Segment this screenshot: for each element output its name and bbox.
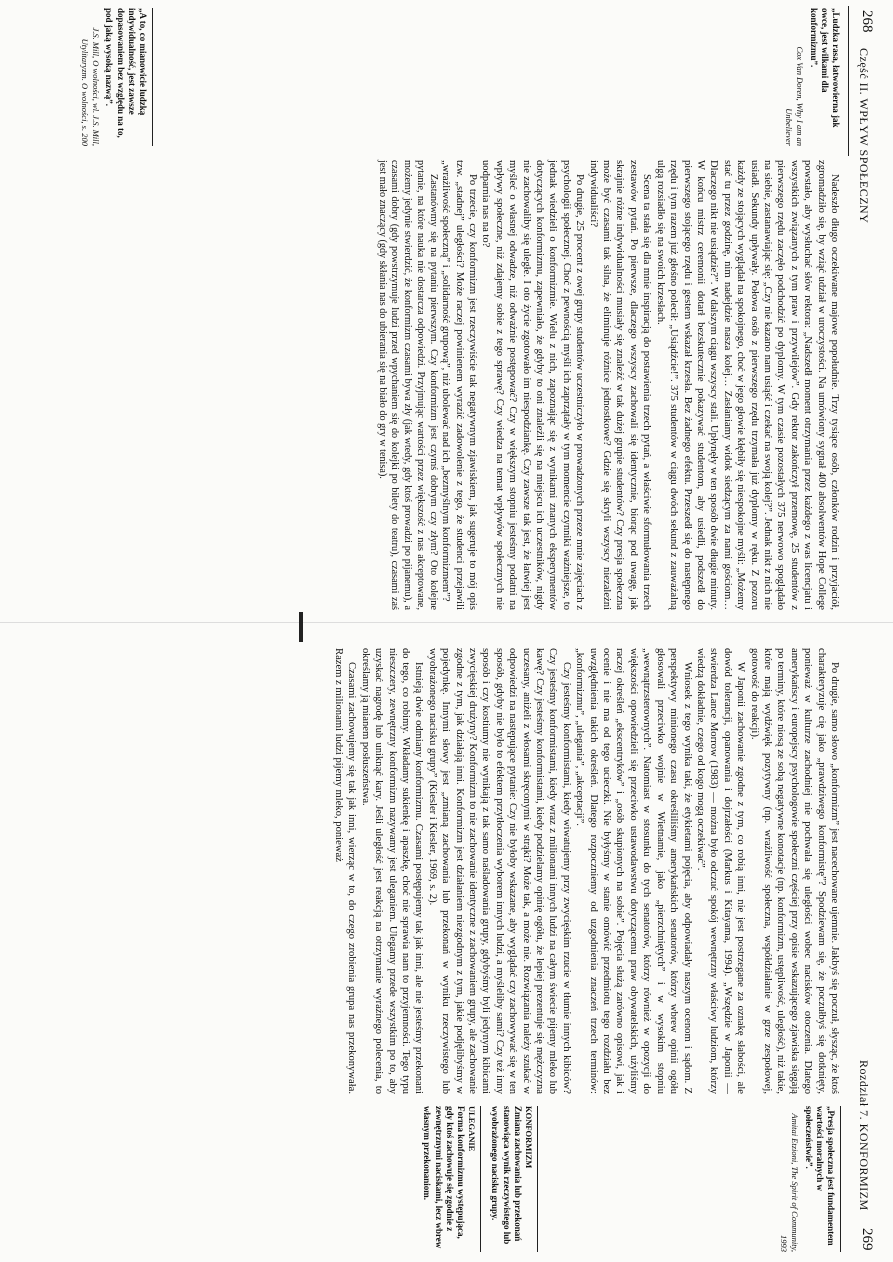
right-page (0, 640, 893, 1262)
sidebar-quote: „Ludzka rasa, łatwowierna jak owce, jest wilkami dla konformizmu”. (808, 8, 841, 128)
definition-body: Zmiana zachowania lub przekonań stanowiąca wynik rzeczywistego lub wyobrażonego nacisku grupy. (490, 1106, 523, 1245)
paragraph: Nadeszło długo oczekiwane majowe popołudnie. Trzy tysiące osób, członków rodzin i przyjaciół, zgromadziło się, by wziąć udział w uroczystości. Na umówiony sygnał 400 absolwentów Hope College powstało, aby wysłuchać słów rektora: „Nadszedł moment otrzymania przez każdego z was licencjatu i wszystkich związanych z tym praw i przywilejów”. Gdy rektor zakończył przemowę, 25 studentów z pierwszego rzędu zaczęło podchodzić po dyplomy. W tym czasie pozostałych 375 nerwowo spoglądało na siebie, zastanawiając się: „Czy nie kazano nam usiąść i czekać na swoją kolej?”. Jednak nikt z nich nie usiadł. Sekundy upływały. Połowa osób z pierwszego rzędu trzymała już dyplomy w ręku. Z pozoru każdy ze stojących wyglądał na spokojnego, choć w jego głowie kłębiły się niespokojne myśli: „Możemy stać tu przez godzinę, nim nadejdzie nasza kolej… Zasłaniamy widok siedzącym za nami gościom… Dlaczego nikt nie usiądzie?”. W dalszym ciągu wszyscy stali. Upłynęły w ten sposób dwie długie minuty. W końcu mistrz ceremonii dotarł bezskutecznie pokazywać studentom, aby usiedli, podszedł do pierwszego stojącego rzędu i gestem wskazał krzesła. Bez żadnego efektu. Przeszedł się do następnego rzędu i tym razem już głośno polecił: „Usiądźcie!”. 375 studentów w ciągu dwóch sekund z zauważalną ulgą rozsiadło się na swoich krzesłach. (654, 160, 840, 610)
sidebar-quote: „Presja społeczna jest fundamentem wartości moralnych w społeczeństwie”. (803, 1106, 836, 1246)
sidebar-quote-block (783, 8, 841, 146)
definition-term: KONFORMIZM (523, 1106, 534, 1169)
definition-term: ULEGANIE (467, 1106, 478, 1152)
paragraph: Czy jesteśmy konformistami, kiedy wiwatujemy przy zwycięskim rzucie w tłumie innych kibiców? Czy jesteśmy konformistami, kiedy wraz z milionami innych ludzi na całym świecie pijemy mleko lub kawę? Czy jesteśmy konformistami, kiedy podzielamy opinię ogółu, że lepiej prezentuje się mężczyzna uczesany, aniżeli z włosami skręconymi w strąki? Może tak, a może nie. Rozwiązania należy szukać w odpowiedzi na następujące pytanie: Czy nie byłoby wskazane, aby wyglądać czy zachowywać się w ten sposób, gdyby nie było to efektem przytłoczenia wyborem innych ludzi, a myśleliby sami? Czy też inny sposób i czy kostiumy nie wynikają z tak samo naśladowania grupy, gdybyśmy byli jedynym kibicami zwycięskiej drużyny? Konformizm to nie zachowanie identyczne z zachowaniem grupy, ale zachowanie zgodne z tym, jak działają inni. Konformizm jest działaniem niezgodnym z tym, jakie podjęlibyśmy w pojedynkę. Innymi słowy jest „zmianą zachowania lub przekonań w wyniku rzeczywistego lub wyobrażonego nacisku grupy” (Kiesler i Kiesler, 1969, s. 2). (426, 648, 572, 1094)
paragraph: W Japonii zachowanie zgodne z tym, co robią inni, nie jest postrzegane za oznakę słabości, ale dowód tolerancji, opanowania i dojrzałości (Markus i Kitayama, 1994). „Wszędzie w Japonii — stwierdza Lance Morrow (1983) — można było odczuć spokój wewnętrzny właściwy ludziom, którzy wiedzą dokładnie, czego od kogo mogą oczekiwać”. (694, 648, 747, 1094)
sidebar-attribution: J.S. Mill, O wolności, wl. J.S. Mill, Utylitaryzm. O wolności, s. 200 (79, 27, 102, 146)
paragraph: Po drugie, samo słowo „konformizm” jest nacechowane ujemnie. Jakbyś się poczuł, słysząc, że ktoś charakteryzuje cię jako „prawdziwego konformistę”? Spodziewam się, że poczułbyś się dotknięty, ponieważ w kulturze zachodniej nie pochwala się uległości wobec nacisków otoczenia. Dlatego amerykańscy i europejscy psychologowie społeczni częściej przy opisie wskazującego zjawiska sięgają po terminy, które niosą ze sobą negatywne konotacje (np. konformizm, ustępliwość, uległość), niż takie, które mają wydźwięk pozytywny (np. wrażliwość społeczna, współdziałanie w grze zespołowej, gotowość do reakcji). (748, 648, 840, 1094)
sidebar-quote: „A to, co mianowicie ludzką indywidualność, jest zawsze dopasowaniem bez względu na to, pod jaką wysoką nazwą”. (104, 8, 148, 138)
main-text-column (332, 648, 841, 1094)
paragraph: Po drugie, 25 procent z owej grupy studentów uczestniczyło w prowadzonych przeze mnie zajęciach z psychologii społecznej. Choć z pewnością myśli ich zaprzątały w tym momencie czynniki ważniejsze, to jednak wiedzieli o konformizmie. Wielu z nich, zapoznając się z wynikami znanych eksperymentów dotyczących konformizmu, zapewniało, że gdyby to oni znaleźli się na miejscu ich uczestników, nigdy nie zachowaliby się uległe. I oto życie zgotowało im niespodziankę. Czy zawsze tak jest, że łatwiej jest myśleć o własnej odwadze, niż odważnie postępować? Czy w większym stopniu jesteśmy podatni na wpływy społeczne, niż zdajemy sobie z tego sprawę? Czy wiedza na temat wpływów społecznych nie uodparnia nas na to? (480, 160, 586, 610)
paragraph: Istnieją dwie odmiany konformizmu. Czasami postępujemy tak jak inni, ale nie jesteśmy przekonani do tego, co robimy. Wkładamy sukienkę i apaszkę, choć nie sprawia nam to przyjemności. Tego typu nieszczery, zewnętrzny konformizm nazywamy jest uleganiem. Ulegamy przede wszystkim po to, aby uzyskać nagrodę lub uniknąć kary. Jeśli uległość jest reakcją na otrzymanie wyraźnego polecenia, to określamy ją mianem posłuszeństwa. (359, 648, 425, 1094)
paragraph: Po trzecie, czy konformizm jest rzeczywiście tak negatywnym zjawiskiem, jak sugeruje to mój opis tzw. „stadnej” uległości? Może raczej powinienem wyrazić zadowolenie z tego, że studenci przejawili „wrażliwość społeczną” i „solidarność grupową”, niż ubolewać nad ich „bezmyślnym konformizmem”? (440, 160, 479, 610)
paragraph: Zastanówmy się na pytaniu pierwszym. Czy konformizm jest czymś dobrym czy złym? Oto kolejne pytanie, na które nauka nie dostarcza odpowiedzi. Przyjmując wartości przez większość z nas akceptowane, możemy jedynie stwierdzić, że konformizm czasami bywa zły (jak wtedy, gdy ktoś prowadzi po pijanemu), a czasami dobry (gdy powstrzymuje ludzi przed wpychaniem się do kolejki po bilety do teatru), czasami zaś jest mało znaczący (gdy skłania nas do ubierania się na biało do gry w tenisa). (376, 160, 439, 610)
binding-mark (299, 612, 303, 642)
page-number: 268 (859, 10, 875, 33)
sidebar-rule (840, 1106, 841, 1252)
paragraph: Wniosek z tego wynika taki, że etykietami pojęcia, aby odpowiadały naszym ocenom i sądom. Z perspektywy minionego czasu określiliśmy amerykańskich senatorów, którzy wbrew opinii ogółu głosowali przeciwko wojnie w Wietnamie, jako „pierzchniętych” i w wysokim stopniu „wewnątrzsterownych”. Natomiast w stosunku do tych senatorów, którzy również w opozycji do większości opowiedzieli się przeciwko ustawodawstwu dotyczącemu praw obywatelskich, użyliśmy raczej określeń „ekscentryków” i „osób skupionych na sobie”. Pojęcia służą zarówno opisowi, jak i ocenie i nie ma od tego ucieczki. Nie byłyśmy w stanie omówić przedmiotu tego rozdziału bez uwzględnienia takich określeń. Dlatego rozpoczniemy od uzgodnienia znaczeń trzech terminów: „konformizmu”, „ulegania”, „akceptacji”. (574, 648, 693, 1094)
page-number: 269 (859, 1228, 875, 1251)
definition-box (421, 1106, 481, 1252)
sidebar-attribution: Amitai Etzioni, The Spirit of Community, 1993 (779, 1113, 801, 1252)
main-text-column (375, 160, 841, 610)
left-page (0, 0, 893, 623)
running-head: Część II. WPŁYW SPOŁECZNY (857, 48, 871, 224)
sidebar-attribution: Cox Van Doren, Why I am an Unbeliever (784, 46, 806, 146)
paragraph: Czasami zachowujemy się tak jak inni, wierząc w to, do czego zrobienia grupa nas przekonywała. Razem z milionami ludzi pijemy mleko, ponieważ (332, 648, 358, 1094)
sidebar-quote-block (79, 8, 153, 146)
definition-box (489, 1106, 538, 1252)
sidebar-rule (848, 6, 849, 156)
running-head: Rozdział 7. KONFORMIZM (857, 1060, 871, 1211)
definition-body: Forma konformizmu występująca, gdy ktoś zachowuje się zgodnie z zewnętrznymi naciskami, lecz wbrew własnym przekonaniom. (422, 1106, 466, 1249)
sidebar-rule (152, 8, 153, 146)
paragraph: Scena ta stała się dla mnie inspiracją do postawienia trzech pytań, a właściwie sformułowania trzech zestawów pytań. Po pierwsze, dlaczego wszyscy zachowali się identycznie, biorąc pod uwagę, jak skrajnie różne indywidualności musiały się znaleźć w tak dużej grupie studentów? Czy presja społeczna może być czasami tak silna, że eliminuje różnice jednostkowe? Gdzie się skryli wszyscy niezależni indywidualiści? (587, 160, 653, 610)
margin-column (413, 1106, 841, 1252)
